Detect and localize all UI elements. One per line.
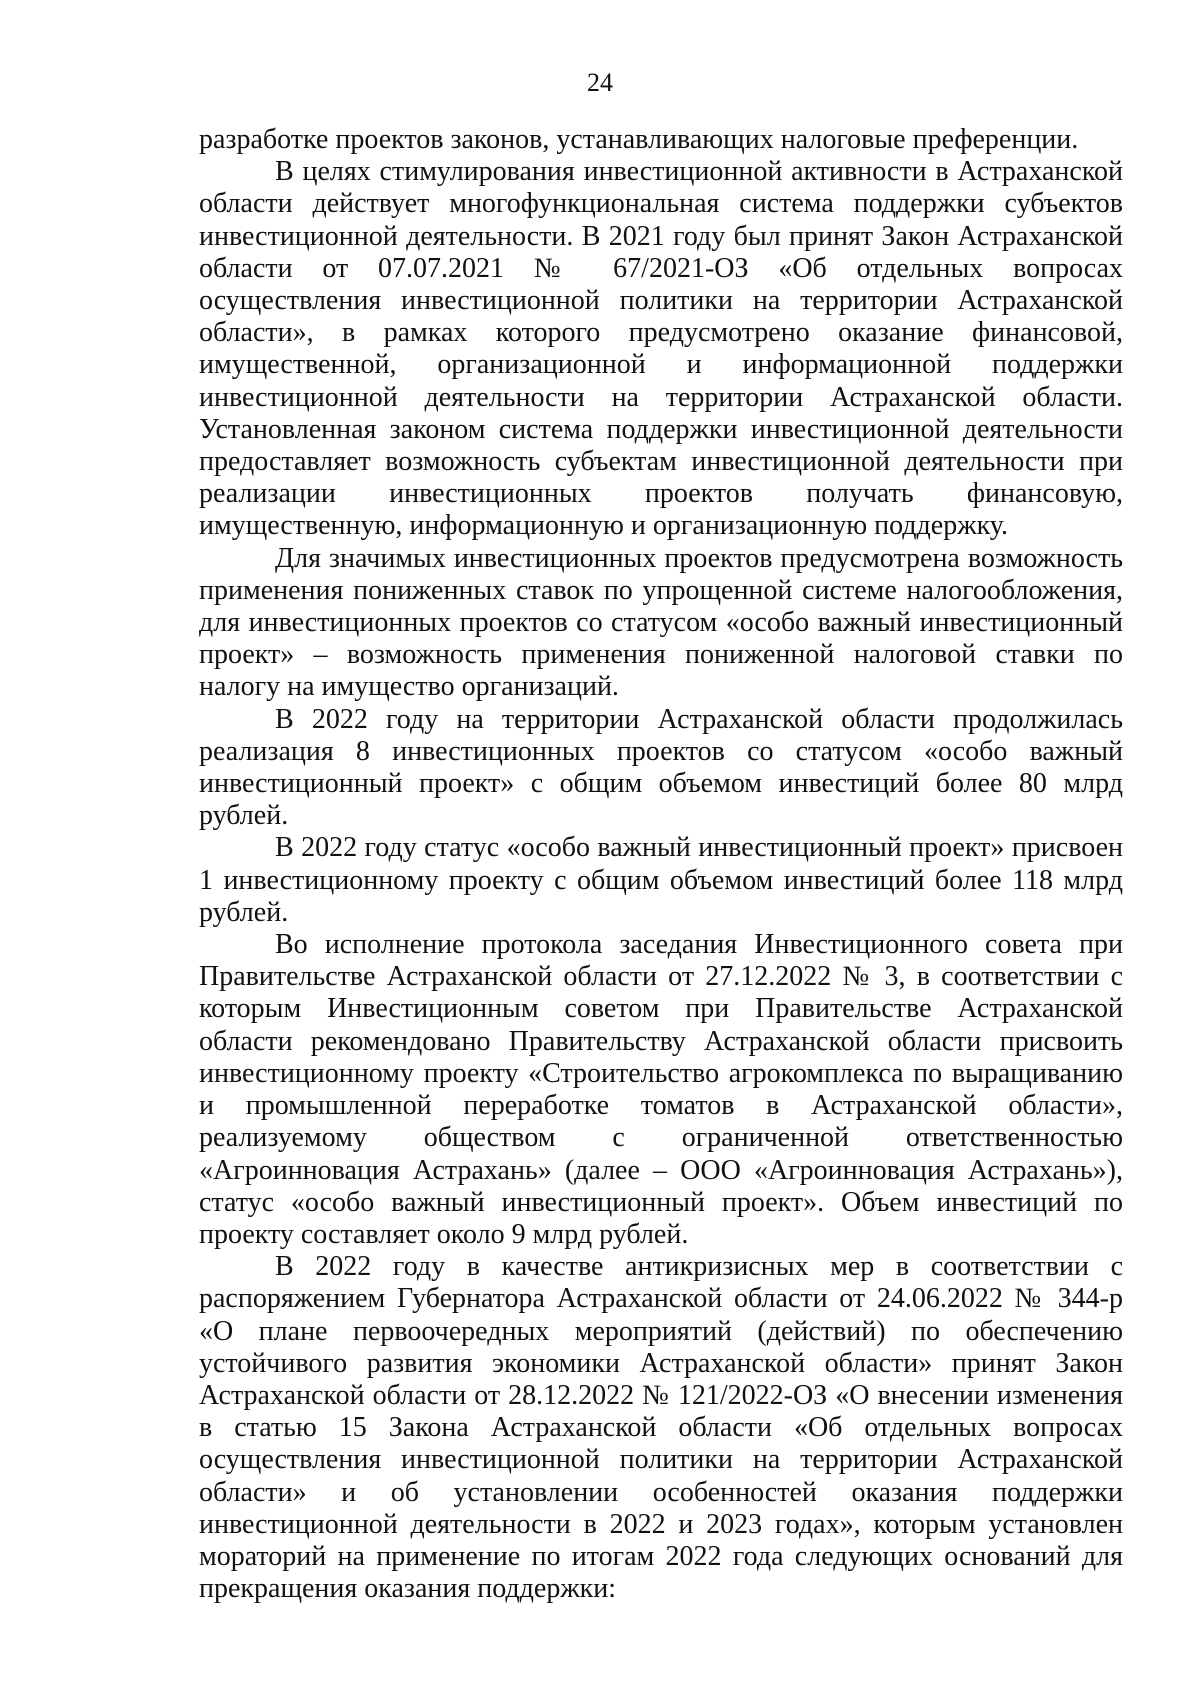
paragraph-projects-2022: В 2022 году на территории Астраханской области продолжилась реализация 8 инвестиционных проектов со статусом «особо важный инвестиционный проект» с общим объемом инвестиций более 80 млрд рублей. (199, 703, 1123, 832)
page-number: 24 (587, 68, 613, 97)
paragraph-status-assigned: В 2022 году статус «особо важный инвестиционный проект» присвоен 1 инвестиционному проекту с общим объемом инвестиций более 118 млрд рублей. (199, 832, 1123, 928)
paragraph-continuation: разработке проектов законов, устанавливающих налоговые преференции. (199, 124, 1079, 155)
paragraph-investment-support-system: В целях стимулирования инвестиционной активности в Астраханской области действует многофункциональная система поддержки субъектов инвестиционной деятельности. В 2021 году был принят Закон Астраханской области от 07.07.2021 № 67/2021-ОЗ «Об отдельных вопросах осуществления инвестиционной политики на территории Астраханской области», в рамках которого предусмотрено оказание финансовой, имущественной, организационной и информационной поддержки инвестиционной деятельности на территории Астраханской области. Установленная законом система поддержки инвестиционной деятельности предоставляет возможность субъектам инвестиционной деятельности при реализации инвестиционных проектов получать финансовую, имущественную, информационную и организационную поддержку. (199, 156, 1123, 542)
paragraph-investment-council: Во исполнение протокола заседания Инвестиционного совета при Правительстве Астраханской области от 27.12.2022 № 3, в соответствии с которым Инвестиционным советом при Правительстве Астраханской области рекомендовано Правительству Астраханской области присвоить инвестиционному проекту «Строительство агрокомплекса по выращиванию и промышленной переработке томатов в Астраханской области», реализуемому обществом с ограниченной ответственностью «Агроинновация Астрахань» (далее – ООО «Агроинновация Астрахань»), статус «особо важный инвестиционный проект». Объем инвестиций по проекту составляет около 9 млрд рублей. (199, 929, 1123, 1250)
document-body (199, 124, 1123, 1605)
paragraph-tax-rates: Для значимых инвестиционных проектов предусмотрена возможность применения пониженных ставок по упрощенной системе налогообложения, для инвестиционных проектов со статусом «особо важный инвестиционный проект» – возможность применения пониженной налоговой ставки по налогу на имущество организаций. (199, 542, 1123, 703)
paragraph-anticrisis-measures: В 2022 году в качестве антикризисных мер в соответствии с распоряжением Губернатора Астраханской области от 24.06.2022 № 344-р «О плане первоочередных мероприятий (действий) по обеспечению устойчивого развития экономики Астраханской области» принят Закон Астраханской области от 28.12.2022 № 121/2022-ОЗ «О внесении изменения в статью 15 Закона Астраханской области «Об отдельных вопросах осуществления инвестиционной политики на территории Астраханской области» и об установлении особенностей оказания поддержки инвестиционной деятельности в 2022 и 2023 годах», которым установлен мораторий на применение по итогам 2022 года следующих оснований для прекращения оказания поддержки: (199, 1251, 1123, 1605)
